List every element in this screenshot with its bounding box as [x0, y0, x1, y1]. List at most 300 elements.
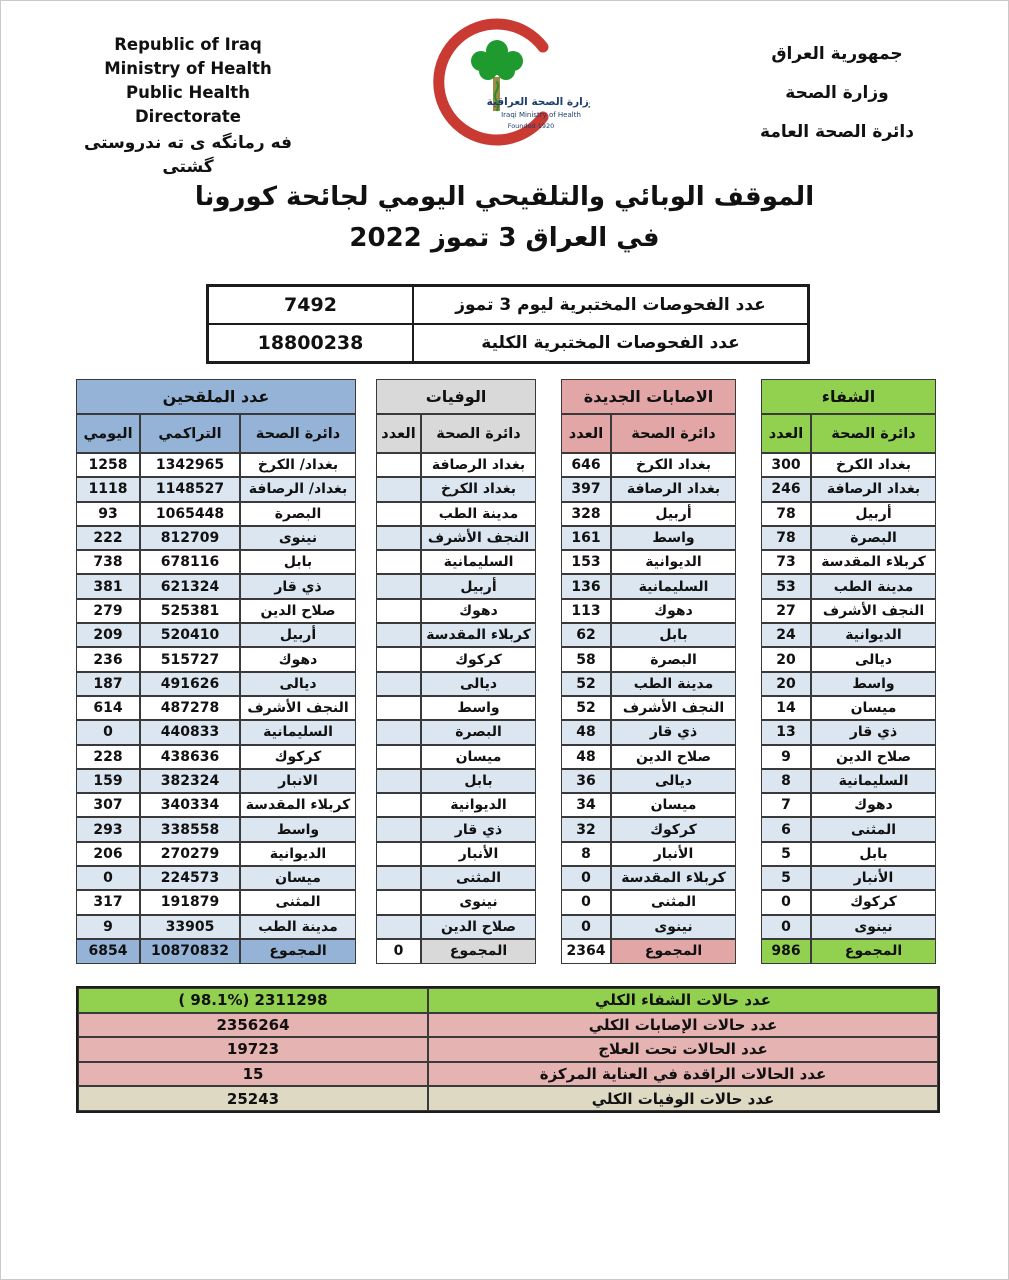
- governorate-name-cell: بغداد الرصافة: [611, 477, 736, 501]
- table-section-gap: [536, 502, 561, 526]
- value-cell: 0: [761, 890, 811, 914]
- table-section-gap: [356, 720, 376, 744]
- ministry-logo-graphic: [425, 11, 590, 161]
- table-section-gap: [736, 793, 761, 817]
- summary-value-4: 25243: [78, 1086, 428, 1111]
- value-cell: 317: [76, 890, 140, 914]
- table-section-gap: [736, 414, 761, 453]
- logo-text: [487, 96, 590, 130]
- table-section-gap: [536, 574, 561, 598]
- table-section-gap: [536, 672, 561, 696]
- summary-label-0: عدد حالات الشفاء الكلي: [428, 988, 938, 1013]
- value-cell: 0: [76, 866, 140, 890]
- total-value-cell-vaccinated: 6854: [76, 939, 140, 964]
- table-section-gap: [536, 745, 561, 769]
- total-label-cell-vaccinated: المجموع: [240, 939, 356, 964]
- governorate-name-cell: بابل: [611, 623, 736, 647]
- value-cell: 307: [76, 793, 140, 817]
- governorate-name-cell: بغداد الكرخ: [811, 453, 936, 477]
- governorate-name-cell: مدينة الطب: [240, 915, 356, 939]
- governorate-name-cell: صلاح الدين: [611, 745, 736, 769]
- governorate-name-cell: واسط: [611, 526, 736, 550]
- logo-english-name: Iraqi Ministry of Health: [501, 111, 581, 119]
- governorate-name-cell: ذي قار: [611, 720, 736, 744]
- column-header-vaccinated: التراكمي: [140, 414, 240, 453]
- summary-label-3: عدد الحالات الراقدة في العناية المركزة: [428, 1062, 938, 1087]
- value-cell: 328: [561, 502, 611, 526]
- table-section-gap: [356, 623, 376, 647]
- value-cell: 7: [761, 793, 811, 817]
- governorate-name-cell: بغداد/ الرصافة: [240, 477, 356, 501]
- value-cell: 53: [761, 574, 811, 598]
- governorate-name-cell: النجف الأشرف: [611, 696, 736, 720]
- governorate-name-cell: كربلاء المقدسة: [421, 623, 536, 647]
- governorate-name-cell: الديوانية: [611, 550, 736, 574]
- value-cell: 209: [76, 623, 140, 647]
- table-section-gap: [536, 379, 561, 414]
- governorate-name-cell: البصرة: [811, 526, 936, 550]
- value-cell: 6: [761, 817, 811, 841]
- value-cell: 525381: [140, 599, 240, 623]
- governorate-name-cell: ميسان: [421, 745, 536, 769]
- value-cell: 1118: [76, 477, 140, 501]
- governorate-name-cell: السليمانية: [240, 720, 356, 744]
- value-cell: 34: [561, 793, 611, 817]
- value-cell: 646: [561, 453, 611, 477]
- value-cell: 27: [761, 599, 811, 623]
- table-section-gap: [736, 720, 761, 744]
- value-cell: 270279: [140, 842, 240, 866]
- value-cell: 191879: [140, 890, 240, 914]
- total-value-cell-infections: 2364: [561, 939, 611, 964]
- table-section-gap: [736, 842, 761, 866]
- governorate-name-cell: نينوى: [811, 915, 936, 939]
- value-cell: 438636: [140, 745, 240, 769]
- governorate-name-cell: صلاح الدين: [421, 915, 536, 939]
- value-cell: 382324: [140, 769, 240, 793]
- value-cell: 678116: [140, 550, 240, 574]
- value-cell: 187: [76, 672, 140, 696]
- value-cell: [376, 817, 421, 841]
- governorate-name-cell: البصرة: [240, 502, 356, 526]
- governorate-name-cell: بغداد الكرخ: [611, 453, 736, 477]
- table-section-gap: [536, 720, 561, 744]
- value-cell: 161: [561, 526, 611, 550]
- total-label-cell-deaths: المجموع: [421, 939, 536, 964]
- value-cell: 8: [761, 769, 811, 793]
- governorate-name-cell: السليمانية: [421, 550, 536, 574]
- value-cell: 78: [761, 502, 811, 526]
- column-header-vaccinated: دائرة الصحة: [240, 414, 356, 453]
- table-section-gap: [736, 769, 761, 793]
- value-cell: 48: [561, 745, 611, 769]
- column-header-recovery: العدد: [761, 414, 811, 453]
- table-section-gap: [736, 672, 761, 696]
- governorate-name-cell: ديالى: [421, 672, 536, 696]
- governorate-name-cell: النجف الأشرف: [421, 526, 536, 550]
- table-section-gap: [736, 915, 761, 939]
- summary-value-3: 15: [78, 1062, 428, 1087]
- table-section-gap: [536, 939, 561, 964]
- logo-founded-text: Founded 1920: [507, 122, 555, 130]
- value-cell: 206: [76, 842, 140, 866]
- value-cell: 93: [76, 502, 140, 526]
- header-english-line: Ministry of Health: [104, 59, 272, 78]
- value-cell: 293: [76, 817, 140, 841]
- table-section-gap: [356, 526, 376, 550]
- governorate-name-cell: مدينة الطب: [421, 502, 536, 526]
- governorate-name-cell: النجف الأشرف: [811, 599, 936, 623]
- value-cell: 236: [76, 647, 140, 671]
- value-cell: 62: [561, 623, 611, 647]
- value-cell: 36: [561, 769, 611, 793]
- value-cell: 0: [561, 866, 611, 890]
- value-cell: 136: [561, 574, 611, 598]
- header-arabic-line: وزارة الصحة: [785, 83, 889, 103]
- governorate-name-cell: أربيل: [421, 574, 536, 598]
- summary-value-1: 2356264: [78, 1013, 428, 1038]
- value-cell: 20: [761, 672, 811, 696]
- section-title-vaccinated: عدد الملقحين: [76, 379, 356, 414]
- value-cell: 13: [761, 720, 811, 744]
- value-cell: 300: [761, 453, 811, 477]
- value-cell: 0: [561, 915, 611, 939]
- column-header-infections: دائرة الصحة: [611, 414, 736, 453]
- value-cell: 8: [561, 842, 611, 866]
- table-section-gap: [736, 939, 761, 964]
- header-arabic-block: [732, 35, 942, 152]
- table-section-gap: [736, 745, 761, 769]
- governorate-name-cell: أربيل: [240, 623, 356, 647]
- table-section-gap: [536, 526, 561, 550]
- tests-total-value: 18800238: [208, 324, 413, 362]
- header-arabic-line: دائرة الصحة العامة: [760, 122, 914, 142]
- value-cell: 340334: [140, 793, 240, 817]
- table-section-gap: [356, 745, 376, 769]
- value-cell: 520410: [140, 623, 240, 647]
- value-cell: [376, 574, 421, 598]
- table-section-gap: [736, 453, 761, 477]
- table-section-gap: [736, 379, 761, 414]
- value-cell: 52: [561, 696, 611, 720]
- governorate-name-cell: المثنى: [811, 817, 936, 841]
- table-section-gap: [536, 647, 561, 671]
- table-section-gap: [736, 647, 761, 671]
- summary-value-0: ( 98.1%) 2311298: [78, 988, 428, 1013]
- total-value-cell-deaths: 0: [376, 939, 421, 964]
- value-cell: 113: [561, 599, 611, 623]
- table-section-gap: [536, 623, 561, 647]
- table-section-gap: [736, 574, 761, 598]
- governorate-name-cell: كركوك: [240, 745, 356, 769]
- tests-table: [206, 284, 810, 364]
- ministry-logo: [425, 11, 590, 161]
- value-cell: [376, 720, 421, 744]
- governorate-name-cell: كركوك: [611, 817, 736, 841]
- table-section-gap: [536, 414, 561, 453]
- governorate-name-cell: نينوى: [421, 890, 536, 914]
- value-cell: 1148527: [140, 477, 240, 501]
- value-cell: [376, 672, 421, 696]
- tests-total-label: عدد الفحوصات المختبرية الكلية: [413, 324, 808, 362]
- column-header-infections: العدد: [561, 414, 611, 453]
- table-section-gap: [736, 477, 761, 501]
- header-kurdish-line: فه رمانگه ى ته ندروستى گشتى: [83, 133, 293, 177]
- value-cell: 78: [761, 526, 811, 550]
- table-section-gap: [356, 453, 376, 477]
- value-cell: [376, 915, 421, 939]
- governorate-name-cell: البصرة: [421, 720, 536, 744]
- governorate-name-cell: بابل: [240, 550, 356, 574]
- table-section-gap: [356, 769, 376, 793]
- table-section-gap: [356, 574, 376, 598]
- value-cell: 738: [76, 550, 140, 574]
- column-header-vaccinated: اليومي: [76, 414, 140, 453]
- table-section-gap: [356, 842, 376, 866]
- governorate-name-cell: دهوك: [611, 599, 736, 623]
- header-english-block: [73, 33, 303, 179]
- value-cell: [376, 890, 421, 914]
- governorate-name-cell: الأنبار: [811, 866, 936, 890]
- governorate-name-cell: بابل: [421, 769, 536, 793]
- value-cell: 381: [76, 574, 140, 598]
- governorate-name-cell: مدينة الطب: [611, 672, 736, 696]
- governorate-name-cell: كربلاء المقدسة: [811, 550, 936, 574]
- value-cell: 24: [761, 623, 811, 647]
- governorate-name-cell: ميسان: [811, 696, 936, 720]
- governorate-name-cell: ديالى: [811, 647, 936, 671]
- table-section-gap: [356, 550, 376, 574]
- value-cell: [376, 502, 421, 526]
- value-cell: [376, 769, 421, 793]
- value-cell: 279: [76, 599, 140, 623]
- governorate-name-cell: الانبار: [240, 769, 356, 793]
- table-section-gap: [536, 817, 561, 841]
- value-cell: [376, 526, 421, 550]
- value-cell: 73: [761, 550, 811, 574]
- value-cell: [376, 696, 421, 720]
- section-title-infections: الاصابات الجديدة: [561, 379, 736, 414]
- value-cell: 614: [76, 696, 140, 720]
- value-cell: 159: [76, 769, 140, 793]
- table-section-gap: [356, 379, 376, 414]
- total-value-cell-vaccinated: 10870832: [140, 939, 240, 964]
- header-english-line: Public Health Directorate: [126, 83, 250, 126]
- governorate-name-cell: كركوك: [811, 890, 936, 914]
- value-cell: 812709: [140, 526, 240, 550]
- value-cell: 491626: [140, 672, 240, 696]
- table-section-gap: [356, 647, 376, 671]
- table-section-gap: [356, 696, 376, 720]
- page-title-line2: في العراق 3 تموز 2022: [349, 223, 660, 253]
- value-cell: 397: [561, 477, 611, 501]
- governorate-name-cell: البصرة: [611, 647, 736, 671]
- governorate-name-cell: ميسان: [611, 793, 736, 817]
- value-cell: 487278: [140, 696, 240, 720]
- table-section-gap: [536, 453, 561, 477]
- table-section-gap: [736, 550, 761, 574]
- value-cell: 9: [761, 745, 811, 769]
- summary-label-4: عدد حالات الوفيات الكلي: [428, 1086, 938, 1111]
- governorate-name-cell: ذي قار: [811, 720, 936, 744]
- logo-arabic-name: وزارة الصحة العراقية: [486, 96, 590, 108]
- page-title-line1: الموقف الوبائي والتلقيحي اليومي لجائحة كورونا: [194, 182, 815, 212]
- governorate-name-cell: نينوى: [611, 915, 736, 939]
- table-section-gap: [536, 550, 561, 574]
- table-section-gap: [356, 599, 376, 623]
- governorate-name-cell: السليمانية: [811, 769, 936, 793]
- table-section-gap: [736, 502, 761, 526]
- value-cell: [376, 842, 421, 866]
- governorate-name-cell: واسط: [240, 817, 356, 841]
- value-cell: 14: [761, 696, 811, 720]
- summary-value-2: 19723: [78, 1037, 428, 1062]
- governorate-name-cell: بابل: [811, 842, 936, 866]
- governorate-name-cell: الديوانية: [421, 793, 536, 817]
- table-section-gap: [536, 696, 561, 720]
- header-english-line: Republic of Iraq: [114, 35, 262, 54]
- value-cell: 246: [761, 477, 811, 501]
- table-section-gap: [736, 623, 761, 647]
- value-cell: 58: [561, 647, 611, 671]
- value-cell: 621324: [140, 574, 240, 598]
- section-title-recovery: الشفاء: [761, 379, 936, 414]
- governorate-name-cell: بغداد الكرخ: [421, 477, 536, 501]
- table-section-gap: [536, 915, 561, 939]
- table-section-gap: [736, 817, 761, 841]
- governorate-name-cell: صلاح الدين: [240, 599, 356, 623]
- table-section-gap: [536, 866, 561, 890]
- table-section-gap: [736, 599, 761, 623]
- value-cell: 1342965: [140, 453, 240, 477]
- total-value-cell-recovery: 986: [761, 939, 811, 964]
- governorate-name-cell: الديوانية: [240, 842, 356, 866]
- governorate-name-cell: نينوى: [240, 526, 356, 550]
- table-section-gap: [536, 890, 561, 914]
- governorate-name-cell: الديوانية: [811, 623, 936, 647]
- value-cell: 515727: [140, 647, 240, 671]
- value-cell: 5: [761, 842, 811, 866]
- summary-label-1: عدد حالات الإصابات الكلي: [428, 1013, 938, 1038]
- value-cell: 0: [561, 890, 611, 914]
- value-cell: 0: [761, 915, 811, 939]
- value-cell: 224573: [140, 866, 240, 890]
- column-header-deaths: العدد: [376, 414, 421, 453]
- governorate-name-cell: دهوك: [421, 599, 536, 623]
- total-label-cell-infections: المجموع: [611, 939, 736, 964]
- table-section-gap: [356, 477, 376, 501]
- table-section-gap: [356, 939, 376, 964]
- table-section-gap: [356, 793, 376, 817]
- value-cell: 9: [76, 915, 140, 939]
- value-cell: 32: [561, 817, 611, 841]
- table-section-gap: [536, 769, 561, 793]
- table-section-gap: [356, 414, 376, 453]
- value-cell: [376, 793, 421, 817]
- table-section-gap: [736, 526, 761, 550]
- governorate-name-cell: المثنى: [240, 890, 356, 914]
- table-section-gap: [536, 477, 561, 501]
- column-header-recovery: دائرة الصحة: [811, 414, 936, 453]
- table-section-gap: [356, 817, 376, 841]
- value-cell: 1258: [76, 453, 140, 477]
- value-cell: 440833: [140, 720, 240, 744]
- value-cell: [376, 623, 421, 647]
- value-cell: 338558: [140, 817, 240, 841]
- governorate-name-cell: مدينة الطب: [811, 574, 936, 598]
- header-arabic-line: جمهورية العراق: [771, 44, 903, 64]
- governorate-name-cell: بغداد الرصافة: [811, 477, 936, 501]
- value-cell: 153: [561, 550, 611, 574]
- tests-daily-value: 7492: [208, 286, 413, 324]
- governorate-name-cell: دهوك: [811, 793, 936, 817]
- value-cell: [376, 647, 421, 671]
- governorate-name-cell: ديالى: [240, 672, 356, 696]
- table-section-gap: [536, 599, 561, 623]
- governorate-name-cell: كركوك: [421, 647, 536, 671]
- governorate-name-cell: كربلاء المقدسة: [611, 866, 736, 890]
- table-section-gap: [356, 672, 376, 696]
- governorate-name-cell: الأنبار: [421, 842, 536, 866]
- governorate-name-cell: دهوك: [240, 647, 356, 671]
- governorate-name-cell: ميسان: [240, 866, 356, 890]
- table-section-gap: [356, 890, 376, 914]
- value-cell: [376, 453, 421, 477]
- column-header-deaths: دائرة الصحة: [421, 414, 536, 453]
- governorate-name-cell: صلاح الدين: [811, 745, 936, 769]
- governorate-name-cell: المثنى: [421, 866, 536, 890]
- governorates-table: [76, 379, 936, 964]
- value-cell: 52: [561, 672, 611, 696]
- table-section-gap: [736, 890, 761, 914]
- value-cell: 0: [76, 720, 140, 744]
- governorate-name-cell: واسط: [811, 672, 936, 696]
- value-cell: [376, 866, 421, 890]
- section-title-deaths: الوفيات: [376, 379, 536, 414]
- table-section-gap: [356, 866, 376, 890]
- governorate-name-cell: الأنبار: [611, 842, 736, 866]
- governorate-name-cell: ذي قار: [421, 817, 536, 841]
- value-cell: 20: [761, 647, 811, 671]
- governorate-name-cell: واسط: [421, 696, 536, 720]
- value-cell: [376, 745, 421, 769]
- governorate-name-cell: أربيل: [611, 502, 736, 526]
- value-cell: 1065448: [140, 502, 240, 526]
- value-cell: [376, 599, 421, 623]
- governorate-name-cell: السليمانية: [611, 574, 736, 598]
- value-cell: [376, 477, 421, 501]
- governorate-name-cell: بغداد الرصافة: [421, 453, 536, 477]
- value-cell: [376, 550, 421, 574]
- summary-label-2: عدد الحالات تحت العلاج: [428, 1037, 938, 1062]
- value-cell: 48: [561, 720, 611, 744]
- governorate-name-cell: النجف الأشرف: [240, 696, 356, 720]
- governorate-name-cell: ديالى: [611, 769, 736, 793]
- governorate-name-cell: ذي قار: [240, 574, 356, 598]
- table-section-gap: [536, 793, 561, 817]
- value-cell: 33905: [140, 915, 240, 939]
- table-section-gap: [536, 842, 561, 866]
- total-label-cell-recovery: المجموع: [811, 939, 936, 964]
- page-title: [1, 177, 1008, 259]
- table-section-gap: [736, 696, 761, 720]
- governorate-name-cell: أربيل: [811, 502, 936, 526]
- value-cell: 222: [76, 526, 140, 550]
- governorate-name-cell: المثنى: [611, 890, 736, 914]
- summary-table: [76, 986, 940, 1113]
- value-cell: 5: [761, 866, 811, 890]
- table-section-gap: [356, 915, 376, 939]
